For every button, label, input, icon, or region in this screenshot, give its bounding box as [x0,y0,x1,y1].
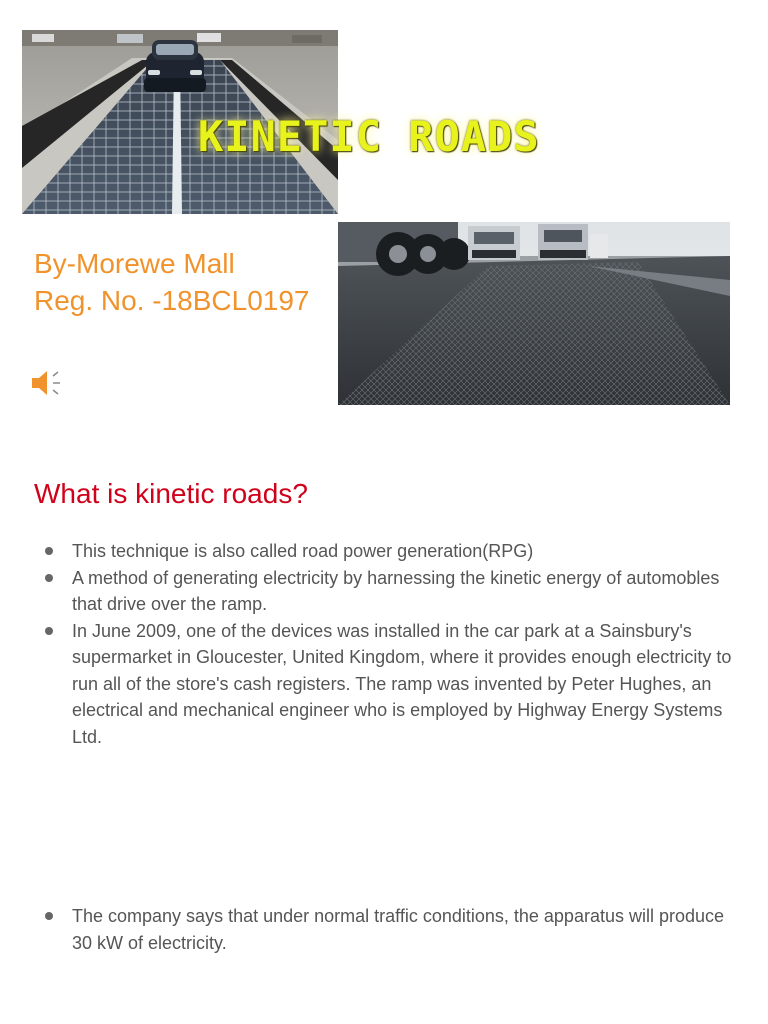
author-name: By-Morewe Mall [34,248,235,279]
registration-number: Reg. No. -18BCL0197 [34,285,310,316]
page-title: KINETIC ROADS [198,112,540,161]
bullet-list-extra [72,903,742,956]
section-heading: What is kinetic roads? [34,478,308,509]
list-item: In June 2009, one of the devices was installed in the car park at a Sainsbury's supermarket in Gloucester, United Kingdom, where it provides enough electricity to run all of the store's cash registers. The ramp was invented by Peter Hughes, an electrical and mechanical engineer who is employed by Highway Energy Systems Ltd. [72,618,742,751]
list-item: The company says that under normal traffic conditions, the apparatus will produce 30 kW of electricity. [72,903,742,956]
trucks-road-photo [338,222,730,405]
speaker-icon[interactable] [30,368,64,398]
list-item: A method of generating electricity by harnessing the kinetic energy of automobles that drive over the ramp. [72,565,742,618]
list-item: This technique is also called road power generation(RPG) [72,538,742,565]
bullet-list [72,538,742,750]
